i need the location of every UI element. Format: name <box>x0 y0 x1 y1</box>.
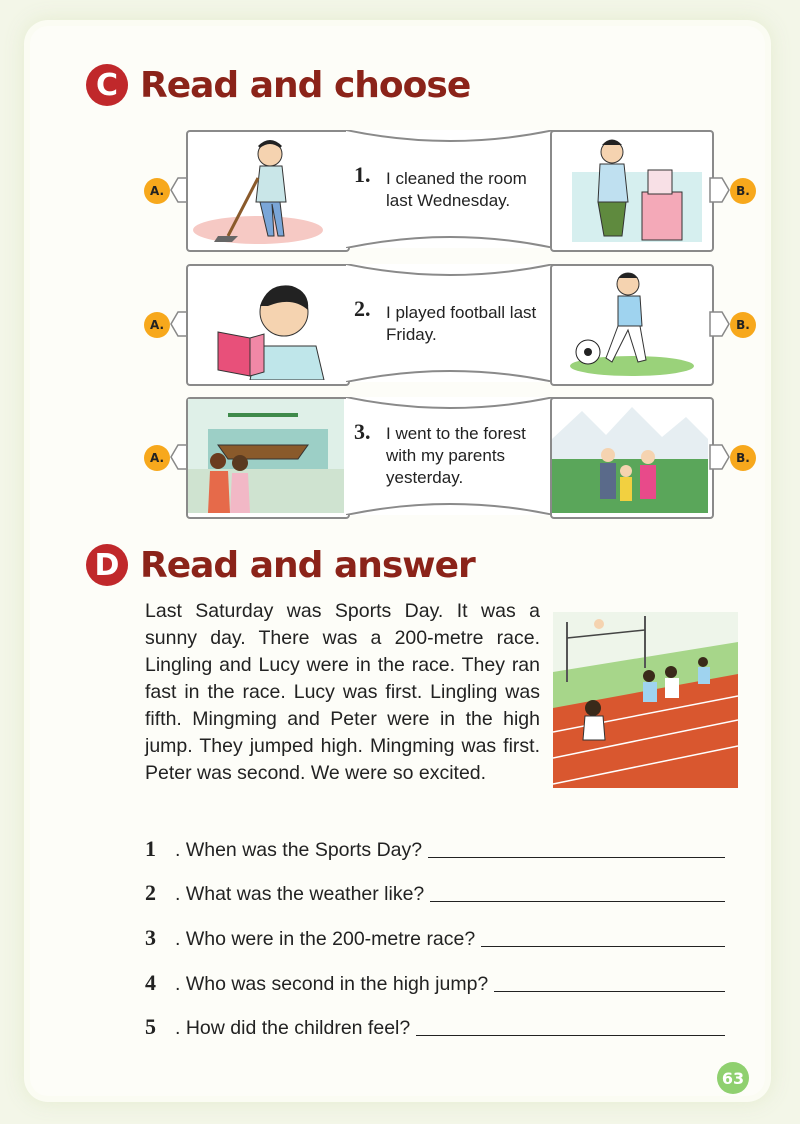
answer-line[interactable] <box>430 900 725 902</box>
choose-row-1 <box>150 130 750 248</box>
picture-washing-clothes[interactable] <box>550 130 714 252</box>
question-number: 3 <box>145 925 156 950</box>
item-number: 1. <box>354 162 371 187</box>
arrow-right-icon <box>708 304 730 344</box>
choose-row-3 <box>150 397 750 515</box>
picture-cleaning-room[interactable] <box>186 130 350 252</box>
item-number: 3. <box>354 419 371 444</box>
question-text: . Who were in the 200-metre race? <box>175 928 476 950</box>
question-3 <box>145 925 725 951</box>
picture-boat-on-lake[interactable] <box>186 397 350 519</box>
question-text: . When was the Sports Day? <box>175 839 423 861</box>
question-number: 4 <box>145 970 156 995</box>
question-4 <box>145 970 725 996</box>
reading-passage: Last Saturday was Sports Day. It was a sunny day. There was a 200-metre race. Lingling and Lucy were in the race. They ran fast in the race. Lucy was first. Lingling was fifth. Mingming and Peter were in the high jump. They jumped high. Mingming was first. Peter was second. We were so excited. <box>145 600 540 784</box>
section-d-header <box>86 544 475 586</box>
section-c-title: Read and choose <box>140 64 471 106</box>
picture-playing-football[interactable] <box>550 264 714 386</box>
arrow-right-icon <box>708 170 730 210</box>
item-sentence: I went to the forest with my parents yesterday. <box>386 424 526 487</box>
question-text: . What was the weather like? <box>175 883 425 905</box>
option-b-badge[interactable]: B. <box>730 312 756 338</box>
page-number-badge: 63 <box>717 1062 749 1094</box>
choose-row-2 <box>150 264 750 382</box>
section-d-badge: D <box>86 544 128 586</box>
item-number: 2. <box>354 296 371 321</box>
answer-line[interactable] <box>481 945 725 947</box>
question-2 <box>145 880 725 906</box>
option-b-badge[interactable]: B. <box>730 178 756 204</box>
answer-line[interactable] <box>494 990 725 992</box>
question-number: 2 <box>145 880 156 905</box>
option-a-badge[interactable]: A. <box>144 178 170 204</box>
question-number: 1 <box>145 836 156 861</box>
question-text: . Who was second in the high jump? <box>175 973 489 995</box>
section-c-header <box>86 64 470 106</box>
item-sentence: I cleaned the room last Wednesday. <box>386 169 527 210</box>
sports-day-picture <box>553 612 738 788</box>
sentence-panel-1 <box>346 130 554 248</box>
question-1 <box>145 836 725 862</box>
question-text: . How did the children feel? <box>175 1017 411 1039</box>
arrow-right-icon <box>708 437 730 477</box>
section-d-title: Read and answer <box>140 544 475 586</box>
sentence-panel-2 <box>346 264 554 382</box>
option-a-badge[interactable]: A. <box>144 445 170 471</box>
option-a-badge[interactable]: A. <box>144 312 170 338</box>
answer-line[interactable] <box>428 856 725 858</box>
picture-reading-book[interactable] <box>186 264 350 386</box>
option-b-badge[interactable]: B. <box>730 445 756 471</box>
answer-line[interactable] <box>416 1034 725 1036</box>
section-c-badge: C <box>86 64 128 106</box>
picture-forest-family[interactable] <box>550 397 714 519</box>
item-sentence: I played football last Friday. <box>386 303 537 344</box>
sentence-panel-3 <box>346 397 554 515</box>
question-5 <box>145 1014 725 1040</box>
question-number: 5 <box>145 1014 156 1039</box>
